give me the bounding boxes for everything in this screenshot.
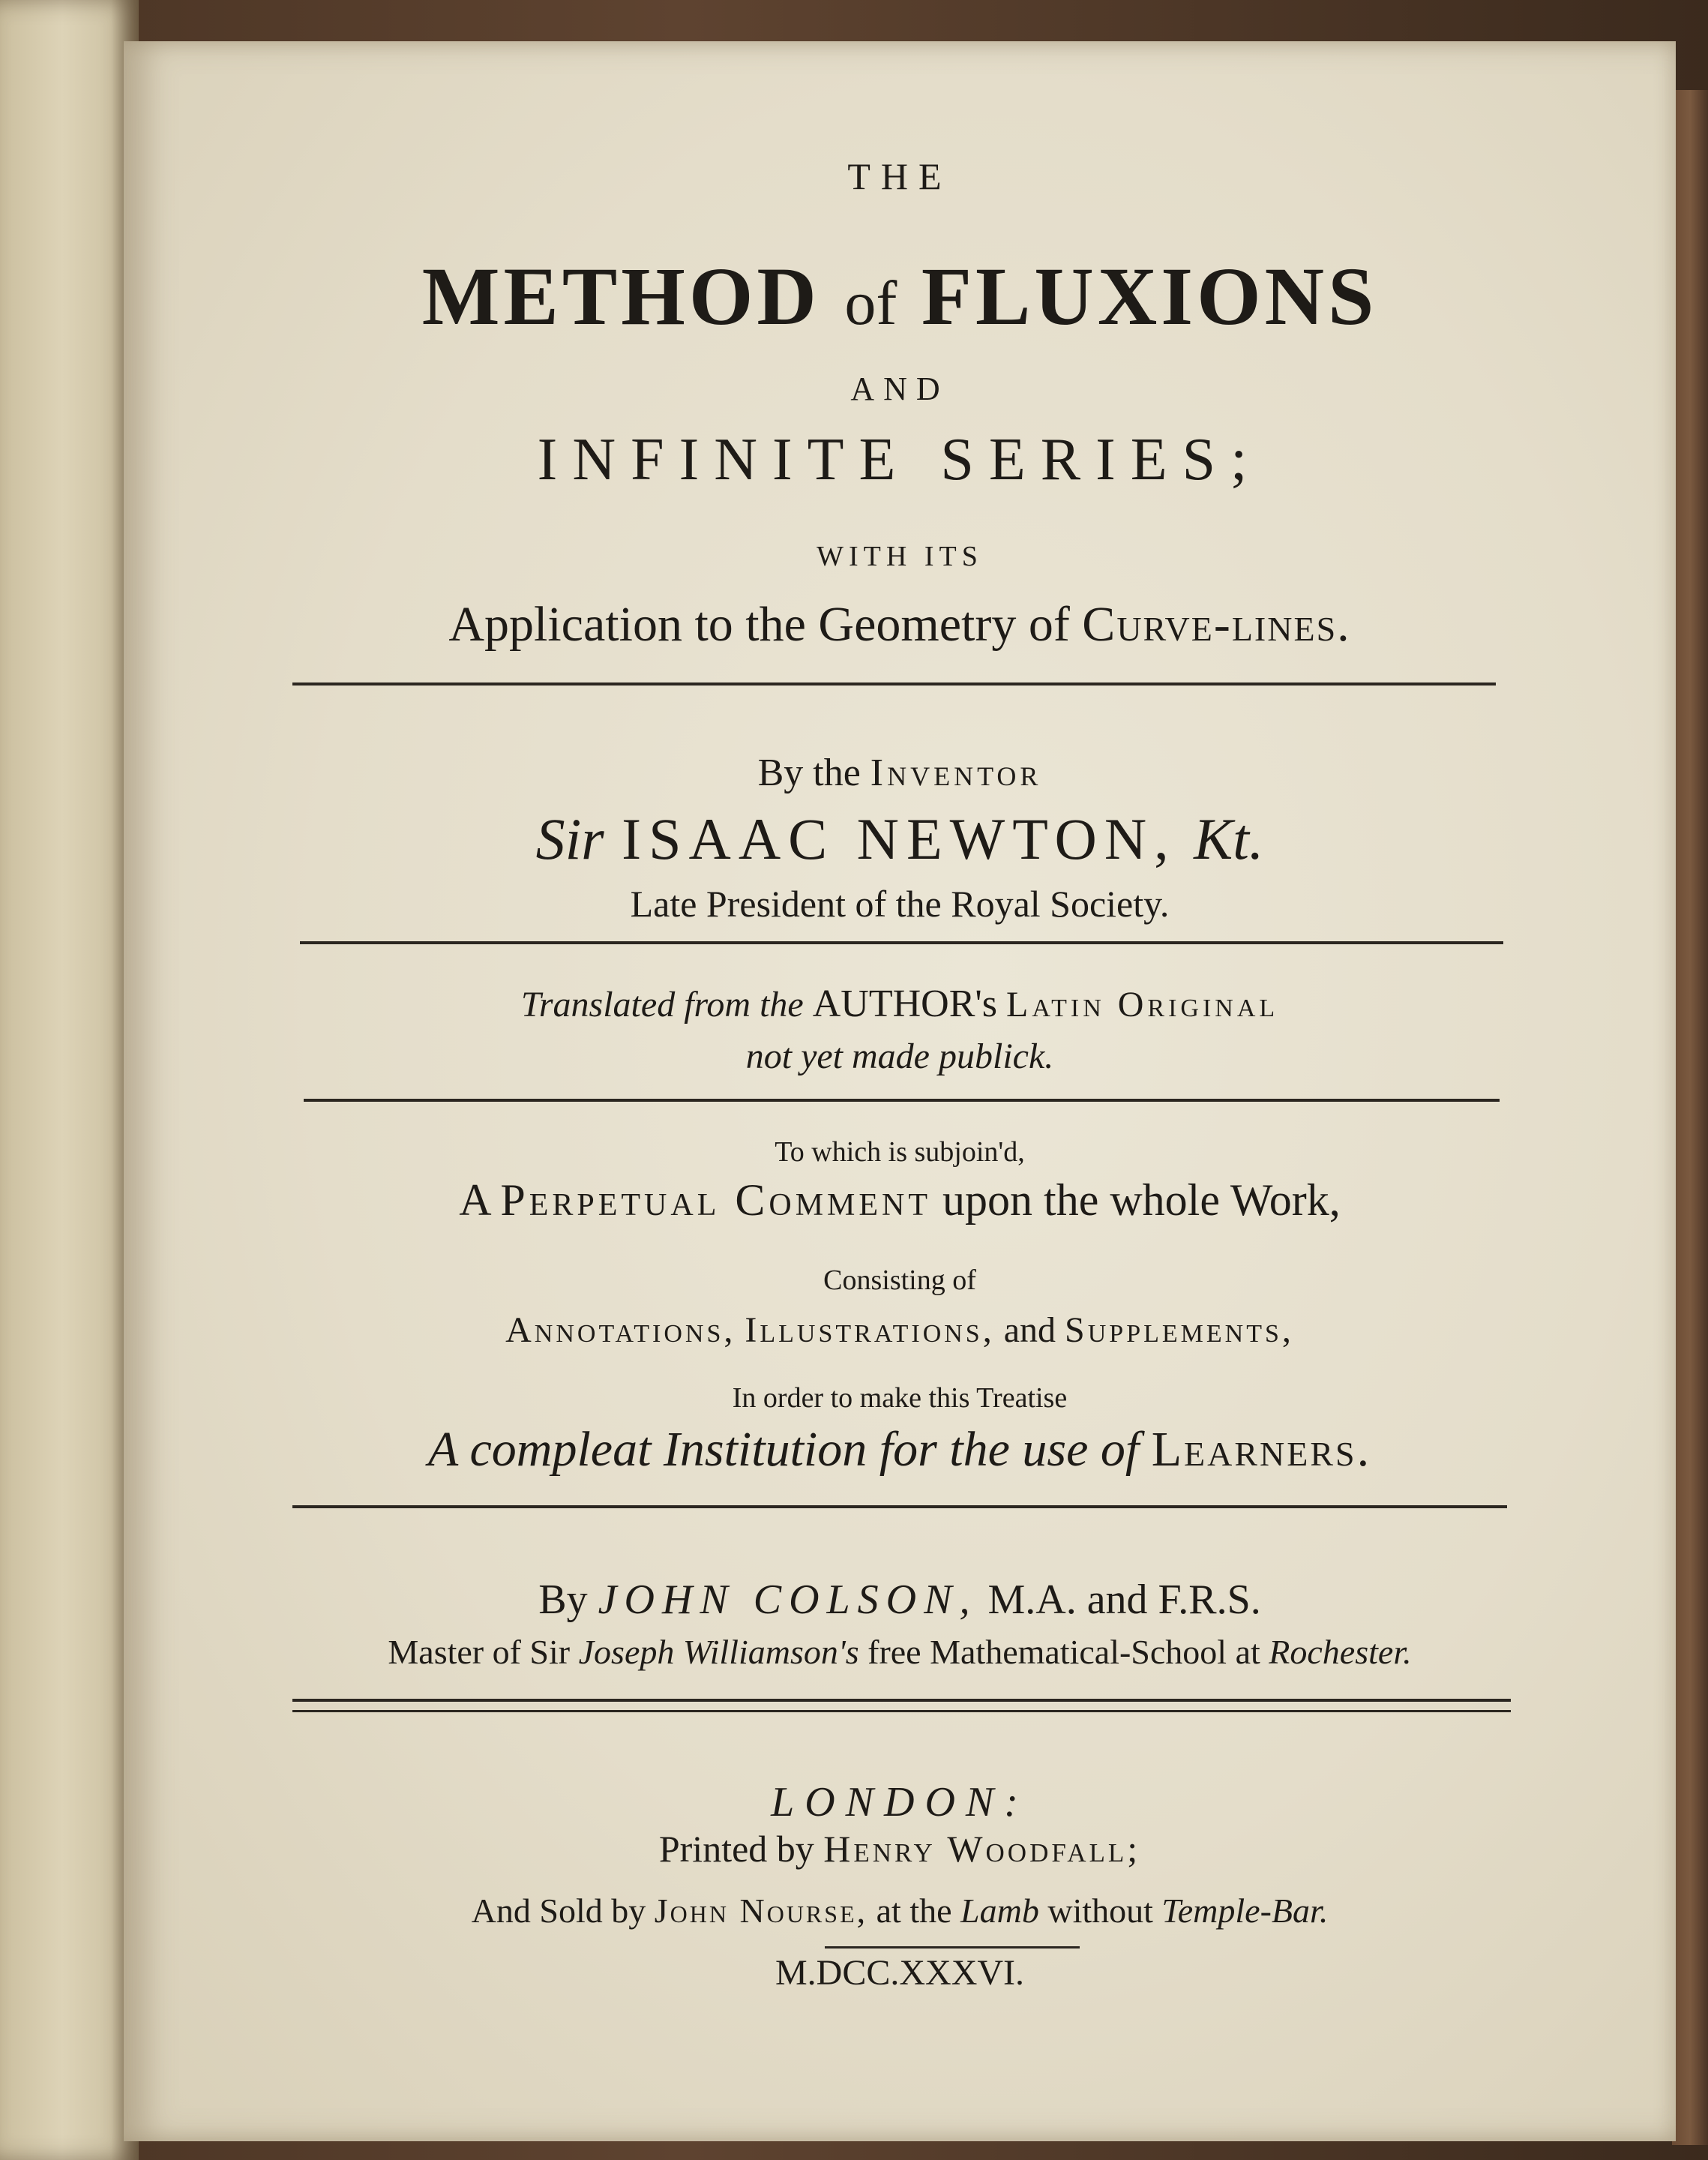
inventor: Inventor bbox=[870, 752, 1042, 794]
rule-1 bbox=[292, 682, 1496, 686]
degrees: M.A. and F.R.S. bbox=[987, 1576, 1261, 1623]
year-rule bbox=[825, 1946, 1080, 1948]
not-yet-publick: not yet made publick. bbox=[745, 1036, 1054, 1076]
late-president: Late President of the Royal Society. bbox=[630, 883, 1170, 925]
a: A bbox=[459, 1175, 490, 1225]
year: M.DCC.XXXVI. bbox=[775, 1953, 1024, 1993]
printed-by: Printed by bbox=[658, 1828, 814, 1870]
master-line bbox=[124, 1635, 1676, 1670]
to-which-subjoined: To which is subjoin'd, bbox=[775, 1136, 1025, 1168]
title-and: AND bbox=[850, 370, 949, 407]
colson-line bbox=[124, 1576, 1676, 1623]
knight: Kt. bbox=[1194, 806, 1264, 872]
rochester: Rochester. bbox=[1269, 1633, 1412, 1671]
master-of-sir: Master of Sir bbox=[388, 1633, 571, 1671]
henry-woodfall: Henry Woodfall; bbox=[823, 1828, 1141, 1870]
rule-5b bbox=[292, 1710, 1511, 1712]
sold-line bbox=[124, 1894, 1676, 1928]
sir: Sir bbox=[535, 806, 604, 872]
annotations-line bbox=[124, 1312, 1676, 1348]
perpetual-comment: Perpetual Comment bbox=[500, 1175, 932, 1225]
compleat-institution: A compleat Institution for the use of bbox=[427, 1422, 1140, 1477]
cover-edge bbox=[1672, 90, 1708, 2145]
and-two: and bbox=[1003, 1310, 1056, 1350]
rule-2 bbox=[300, 941, 1503, 944]
application-text: Application to the Geometry of bbox=[448, 597, 1070, 652]
lamb: Lamb bbox=[960, 1892, 1039, 1930]
john-colson: JOHN COLSON, bbox=[598, 1576, 978, 1623]
translated-line bbox=[124, 982, 1676, 1025]
by-colson: By bbox=[538, 1576, 588, 1623]
john-nourse: John Nourse, bbox=[654, 1892, 868, 1930]
translated-from: Translated from the bbox=[520, 985, 804, 1024]
title-page bbox=[124, 41, 1676, 2141]
with-its: WITH ITS bbox=[817, 541, 983, 572]
author-line bbox=[124, 806, 1676, 872]
london: LONDON: bbox=[771, 1779, 1029, 1826]
joseph-williamson: Joseph Williamson's bbox=[578, 1633, 859, 1671]
supplements: Supplements, bbox=[1065, 1310, 1294, 1350]
consisting-of: Consisting of bbox=[823, 1264, 976, 1296]
at-the: at the bbox=[876, 1892, 952, 1930]
compleat-line bbox=[124, 1422, 1676, 1477]
authors: AUTHOR's bbox=[812, 982, 997, 1025]
sold-by: And Sold by bbox=[471, 1892, 646, 1930]
upon-whole-work: upon the whole Work, bbox=[942, 1175, 1341, 1225]
facing-page bbox=[0, 0, 139, 2160]
by-the: By the bbox=[757, 752, 861, 794]
rule-5a bbox=[292, 1699, 1511, 1702]
infinite-series: INFINITE SERIES; bbox=[537, 427, 1263, 493]
application-line bbox=[124, 597, 1676, 652]
rule-4 bbox=[292, 1505, 1507, 1508]
in-order: In order to make this Treatise bbox=[732, 1382, 1068, 1414]
rule-3 bbox=[304, 1099, 1500, 1102]
temple-bar: Temple-Bar. bbox=[1161, 1892, 1329, 1930]
isaac-newton: ISAAC NEWTON, bbox=[622, 806, 1176, 872]
learners: Learners. bbox=[1151, 1422, 1372, 1477]
printed-line bbox=[124, 1830, 1676, 1868]
title-the: THE bbox=[847, 155, 952, 197]
illustrations: Illustrations, bbox=[745, 1310, 995, 1350]
main-title bbox=[124, 250, 1676, 342]
by-the-inventor bbox=[124, 754, 1676, 793]
title-of: of bbox=[844, 268, 897, 338]
without: without bbox=[1047, 1892, 1153, 1930]
free-school: free Mathematical-School at bbox=[867, 1633, 1260, 1671]
perpetual-comment-line bbox=[124, 1175, 1676, 1225]
latin-original: Latin Original bbox=[1006, 985, 1279, 1024]
title-fluxions: FLUXIONS bbox=[921, 250, 1378, 342]
annotations: Annotations, bbox=[505, 1310, 736, 1350]
curve-lines: Curve-lines. bbox=[1082, 597, 1351, 652]
title-method: METHOD bbox=[421, 250, 820, 342]
